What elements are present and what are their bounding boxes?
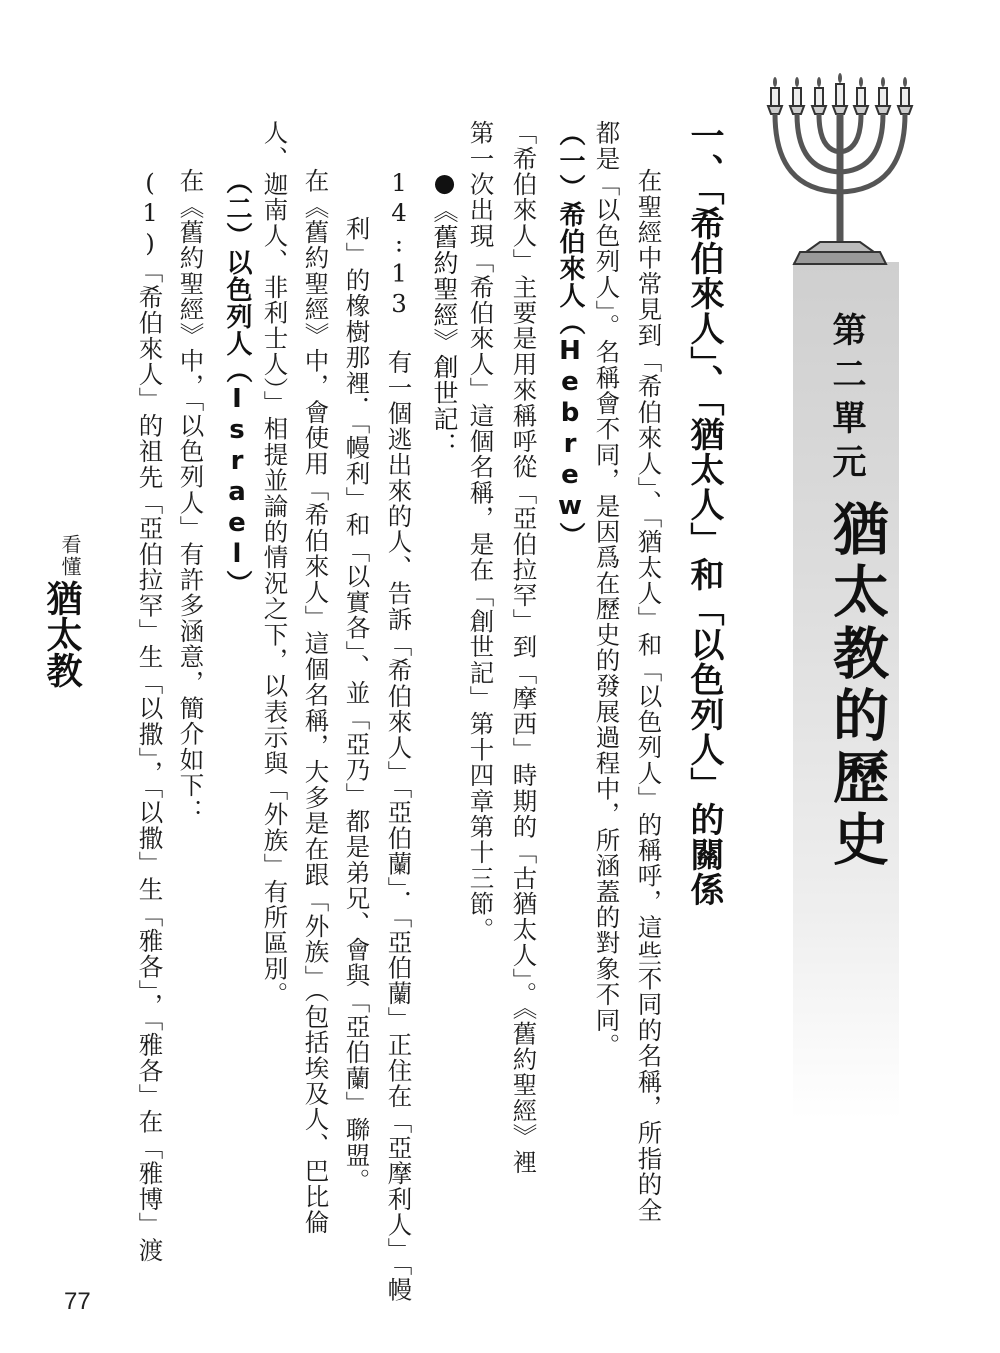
body-column: 「希伯來人」主要是用來稱呼從「亞伯拉罕」到「摩西」時期的「古猶太人」。《舊約聖經》裡 — [509, 120, 539, 1175]
menorah-icon — [760, 70, 920, 270]
body-column: 在《舊約聖經》中，「以色列人」有許多涵意，簡介如下： — [176, 168, 206, 824]
unit-label: 第二單元 — [826, 312, 866, 488]
book-mark-title: 猶太教 — [41, 580, 82, 688]
unit-title: 猶太教的歷史 — [824, 500, 889, 872]
body-column: 都是「以色列人」。名稱會不同，是因爲在歷史的發展過程中，所涵蓋的對象不同。 — [592, 120, 622, 1059]
body-column: 在《舊約聖經》中，會使用「希伯來人」這個名稱，大多是在跟「外族」（包括埃及人、巴比倫 — [301, 168, 331, 1236]
verse-column: 14:13 有一個逃出來的人、告訴「希伯來人」「亞伯蘭」．「亞伯蘭」正住在「亞摩利人」「幔 — [384, 168, 414, 1303]
body-column: 第一次出現「希伯來人」這個名稱，是在「創世記」第十四章第十三節。 — [466, 120, 496, 943]
body-column: 在聖經中常見到「希伯來人」、「猶太人」和「以色列人」的稱呼，這些不同的名稱，所指的全 — [634, 168, 664, 1223]
body-column: (1)「希伯來人」的祖先「亞伯拉罕」生「以撒」，「以撒」生「雅各」，「雅各」在「雅博」渡 — [135, 168, 165, 1264]
subheading-israel: （二）以色列人（Israel） — [222, 168, 252, 597]
bullet-genesis: ●《舊約聖經》創世記： — [430, 168, 459, 458]
subheading-hebrew: （一）希伯來人（Hebrew） — [555, 120, 585, 549]
verse-column: 利」的橡樹那裡．「幔利」和「以實各」、並「亞乃」都是弟兄、會與「亞伯蘭」聯盟。 — [342, 216, 372, 1194]
section-heading: 一、「希伯來人」、「猶太人」和「以色列人」的關係 — [684, 118, 724, 907]
page-number: 77 — [64, 1288, 91, 1315]
body-column: 人、迦南人、非利士人）」相提並論的情況之下，以表示與「外族」有所區別。 — [260, 120, 290, 1008]
book-mark-small: 看懂 — [58, 534, 82, 578]
